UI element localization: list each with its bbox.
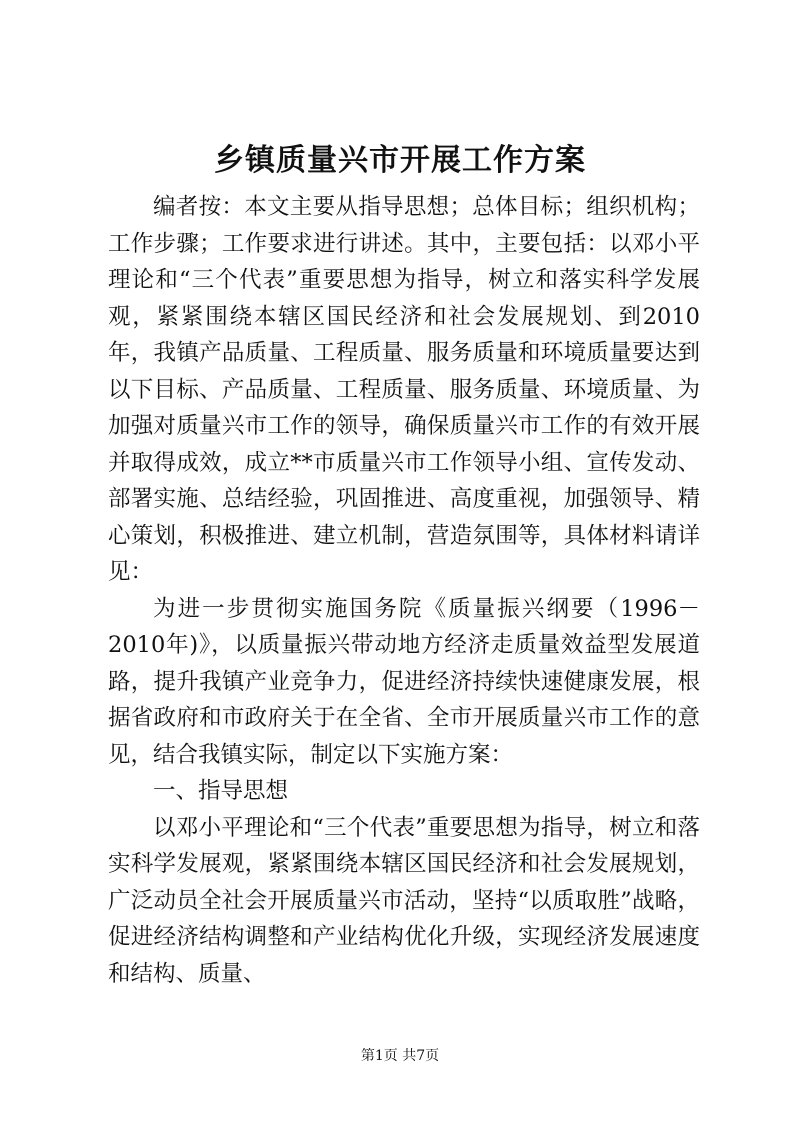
document-body [108, 189, 700, 992]
section-heading-guiding-ideology: 一、指导思想 [153, 778, 289, 804]
intro-paragraph: 为进一步贯彻实施国务院《质量振兴纲要（1996－2010年)》，以质量振兴带动地方经济走质量效益型发展道路，提升我镇产业竞争力，促进经济持续快速健康发展，根据省政府和市政府关于在全省、全市开展质量兴市工作的意见，结合我镇实际，制定以下实施方案： [108, 595, 700, 768]
guiding-ideology-paragraph: 以邓小平理论和“三个代表”重要思想为指导，树立和落实科学发展观，紧紧围绕本辖区国民经济和社会发展规划，广泛动员全社会开展质量兴市活动，坚持“以质取胜”战略，促进经济结构调整和产业结构优化升级，实现经济发展速度和结构、质量、 [108, 814, 700, 987]
editor-note-paragraph: 编者按：本文主要从指导思想；总体目标；组织机构；工作步骤；工作要求进行讲述。其中，主要包括：以邓小平理论和“三个代表”重要思想为指导，树立和落实科学发展观，紧紧围绕本辖区国民经济和社会发展规划、到2010年，我镇产品质量、工程质量、服务质量和环境质量要达到以下目标、产品质量、工程质量、服务质量、环境质量、为加强对质量兴市工作的领导，确保质量兴市工作的有效开展并取得成效，成立**市质量兴市工作领导小组、宣传发动、部署实施、总结经验，巩固推进、高度重视，加强领导、精心策划，积极推进、建立机制，营造氛围等，具体材料请详见： [108, 194, 700, 585]
document-title: 乡镇质量兴市开展工作方案 [214, 143, 586, 178]
page-footer: 第1页 共7页 [360, 1048, 440, 1064]
